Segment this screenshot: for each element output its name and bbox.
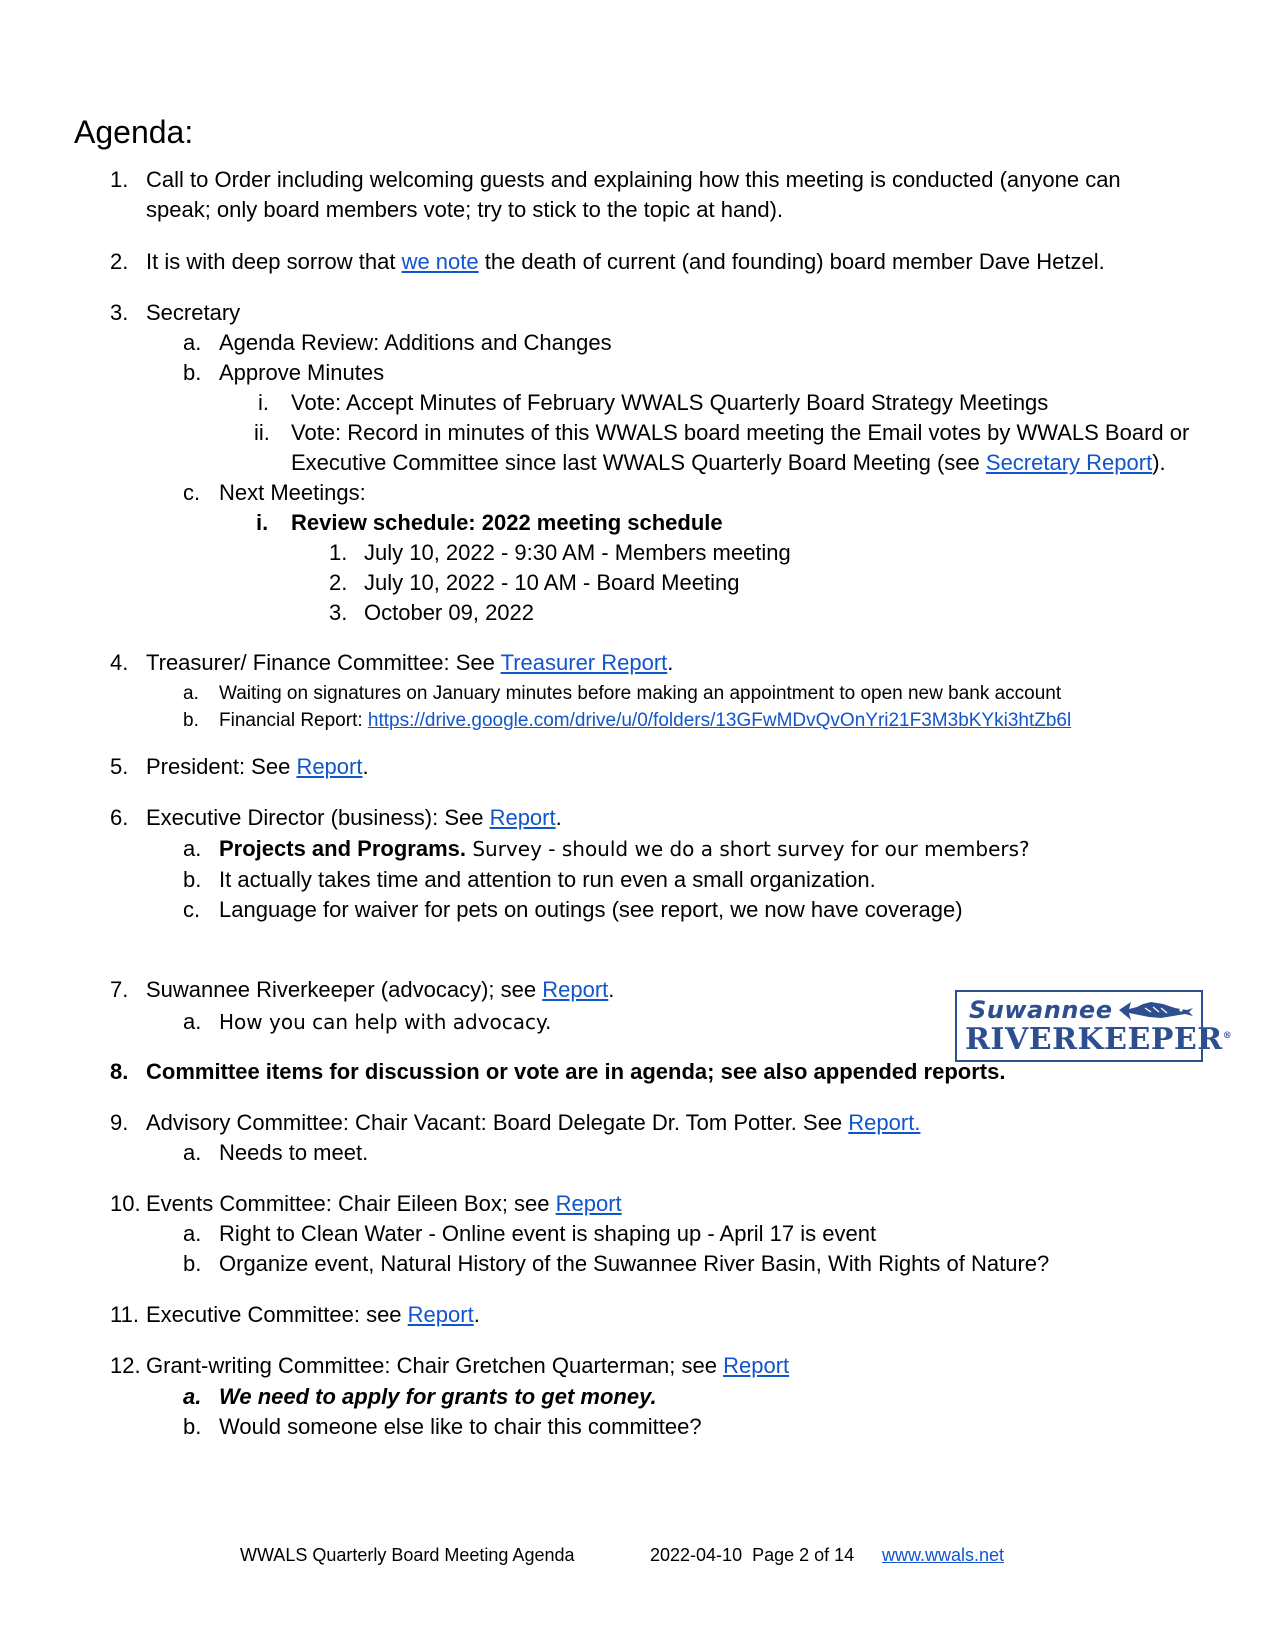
subitem-text: How you can help with advocacy. — [219, 1010, 552, 1034]
subitem-letter: a. — [183, 1009, 202, 1034]
item-text — [146, 247, 1105, 277]
subitem-text: Right to Clean Water - Online event is shaping up - April 17 is event — [219, 1221, 877, 1246]
item-text-pre: President: See — [146, 754, 297, 779]
riverkeeper-report-link[interactable]: Report — [542, 977, 609, 1002]
subitem-text: Would someone else like to chair this committee? — [219, 1414, 702, 1439]
item-number: 2. — [110, 249, 129, 274]
item-text-post: . — [667, 650, 674, 675]
item-text — [146, 975, 614, 1005]
subitem-text: Waiting on signatures on January minutes before making an appointment to open new bank account — [219, 683, 1062, 704]
item-text-pre: Treasurer/ Finance Committee: See — [146, 650, 501, 675]
item-text-pre: Suwannee Riverkeeper (advocacy); see — [146, 977, 543, 1002]
registered-mark: ® — [1222, 1031, 1233, 1041]
logo-line2-text: RIVERKEEPER — [965, 1022, 1223, 1057]
subitem-letter: a. — [183, 1221, 202, 1246]
footer-website-link[interactable]: www.wwals.net — [882, 1545, 1005, 1565]
subitem-letter: c. — [183, 480, 201, 505]
item-text: Secretary — [146, 300, 241, 325]
subitem-text — [219, 834, 1030, 864]
subitem-text: It actually takes time and attention to run even a small organization. — [219, 867, 876, 892]
schedule-item: October 09, 2022 — [364, 600, 535, 625]
item-number: 8. — [110, 1059, 129, 1084]
schedule-item: July 10, 2022 - 9:30 AM - Members meeting — [364, 540, 791, 565]
subitem-text: Next Meetings: — [219, 480, 366, 505]
subitem-letter: a. — [183, 683, 199, 704]
footer-page-info: 2022-04-10 Page 2 of 14 — [650, 1545, 855, 1565]
grant-writing-report-link[interactable]: Report — [723, 1353, 790, 1378]
we-note-link[interactable]: we note — [401, 249, 479, 274]
subitem-letter: a. — [183, 836, 202, 861]
item-text — [146, 1108, 920, 1138]
schedule-item: July 10, 2022 - 10 AM - Board Meeting — [364, 570, 740, 595]
executive-director-report-link[interactable]: Report — [489, 805, 556, 830]
executive-committee-report-link[interactable]: Report — [407, 1302, 474, 1327]
item-text-pre: Executive Committee: see — [146, 1302, 408, 1327]
schedule-heading: Review schedule: 2022 meeting schedule — [291, 510, 723, 535]
subitem-text — [219, 708, 1071, 734]
schedule-number: 3. — [329, 600, 348, 625]
item-text-post: the death of current (and founding) board member Dave Hetzel. — [478, 249, 1105, 274]
roman-text: Vote: Record in minutes of this WWALS board meeting the Email votes by WWALS Board or — [291, 420, 1190, 445]
item-text-post: . — [608, 977, 615, 1002]
schedule-number: 1. — [329, 540, 348, 565]
item-number: 4. — [110, 650, 129, 675]
roman-text-post: ). — [1152, 450, 1166, 475]
item-text — [146, 803, 562, 833]
item-number: 6. — [110, 805, 129, 830]
roman-number: i. — [256, 510, 269, 535]
item-text-pre: Events Committee: Chair Eileen Box; see — [146, 1191, 556, 1216]
item-text: Call to Order including welcoming guests and explaining how this meeting is conducted (anyone can — [146, 167, 1121, 192]
item-number: 7. — [110, 977, 129, 1002]
item-text — [146, 1189, 622, 1219]
item-text — [146, 1300, 480, 1330]
item-text-pre: Executive Director (business): See — [146, 805, 490, 830]
subitem-letter: b. — [183, 1251, 202, 1276]
item-text: speak; only board members vote; try to stick to the topic at hand). — [146, 197, 784, 222]
item-text-post: . — [473, 1302, 480, 1327]
logo-line1: Suwannee — [969, 996, 1113, 1024]
item-number: 11. — [110, 1302, 139, 1327]
item-text-pre: Advisory Committee: Chair Vacant: Board Delegate Dr. Tom Potter. See — [146, 1110, 849, 1135]
roman-text-pre: Executive Committee since last WWALS Quarterly Board Meeting (see — [291, 450, 986, 475]
item-text: Committee items for discussion or vote are in agenda; see also appended reports. — [146, 1059, 1006, 1084]
item-number: 12. — [110, 1353, 141, 1378]
roman-number: ii. — [254, 420, 270, 445]
treasurer-report-link[interactable]: Treasurer Report — [500, 650, 668, 675]
item-text-pre: It is with deep sorrow that — [146, 249, 402, 274]
subitem-letter: b. — [183, 1414, 202, 1439]
subitem-letter: a. — [183, 1384, 202, 1409]
subitem-letter: a. — [183, 1140, 202, 1165]
roman-text: Vote: Accept Minutes of February WWALS Quarterly Board Strategy Meetings — [291, 390, 1049, 415]
events-report-link[interactable]: Report — [555, 1191, 622, 1216]
item-number: 5. — [110, 754, 129, 779]
subitem-text: Agenda Review: Additions and Changes — [219, 330, 612, 355]
item-text-post: . — [555, 805, 562, 830]
roman-number: i. — [258, 390, 269, 415]
subitem-letter: b. — [183, 710, 199, 731]
subitem-text-pre: Financial Report: — [219, 710, 368, 731]
subitem-text: Organize event, Natural History of the Suwannee River Basin, With Rights of Nature? — [219, 1251, 1050, 1276]
subitem-bold: Projects and Programs. — [219, 836, 466, 861]
item-text — [146, 752, 369, 782]
subitem-letter: c. — [183, 897, 201, 922]
subitem-text: We need to apply for grants to get money. — [219, 1384, 657, 1409]
suwannee-riverkeeper-logo — [955, 990, 1233, 1062]
item-text-pre: Grant-writing Committee: Chair Gretchen Quarterman; see — [146, 1353, 724, 1378]
roman-text — [291, 448, 1166, 478]
item-number: 9. — [110, 1110, 129, 1135]
schedule-number: 2. — [329, 570, 348, 595]
subitem-letter: b. — [183, 867, 202, 892]
item-number: 3. — [110, 300, 129, 325]
advisory-report-link[interactable]: Report. — [848, 1110, 921, 1135]
subitem-letter: b. — [183, 360, 202, 385]
subitem-text: Approve Minutes — [219, 360, 385, 385]
item-number: 10. — [110, 1191, 141, 1216]
page-title: Agenda: — [74, 114, 194, 150]
item-number: 1. — [110, 167, 129, 192]
subitem-letter: a. — [183, 330, 202, 355]
financial-report-link[interactable]: https://drive.google.com/drive/u/0/folders/13GFwMDvQvOnYri21F3M3bKYki3htZb6l — [367, 710, 1072, 731]
item-text-post: . — [362, 754, 369, 779]
item-text — [146, 1351, 789, 1381]
subitem-rest: Survey - should we do a short survey for our members? — [465, 837, 1030, 861]
footer-title: WWALS Quarterly Board Meeting Agenda — [240, 1545, 575, 1565]
president-report-link[interactable]: Report — [296, 754, 363, 779]
subitem-text: Needs to meet. — [219, 1140, 369, 1165]
logo-line2 — [965, 1022, 1232, 1057]
secretary-report-link[interactable]: Secretary Report — [985, 450, 1153, 475]
item-text — [146, 648, 673, 678]
subitem-text: Language for waiver for pets on outings (see report, we now have coverage) — [219, 897, 963, 922]
